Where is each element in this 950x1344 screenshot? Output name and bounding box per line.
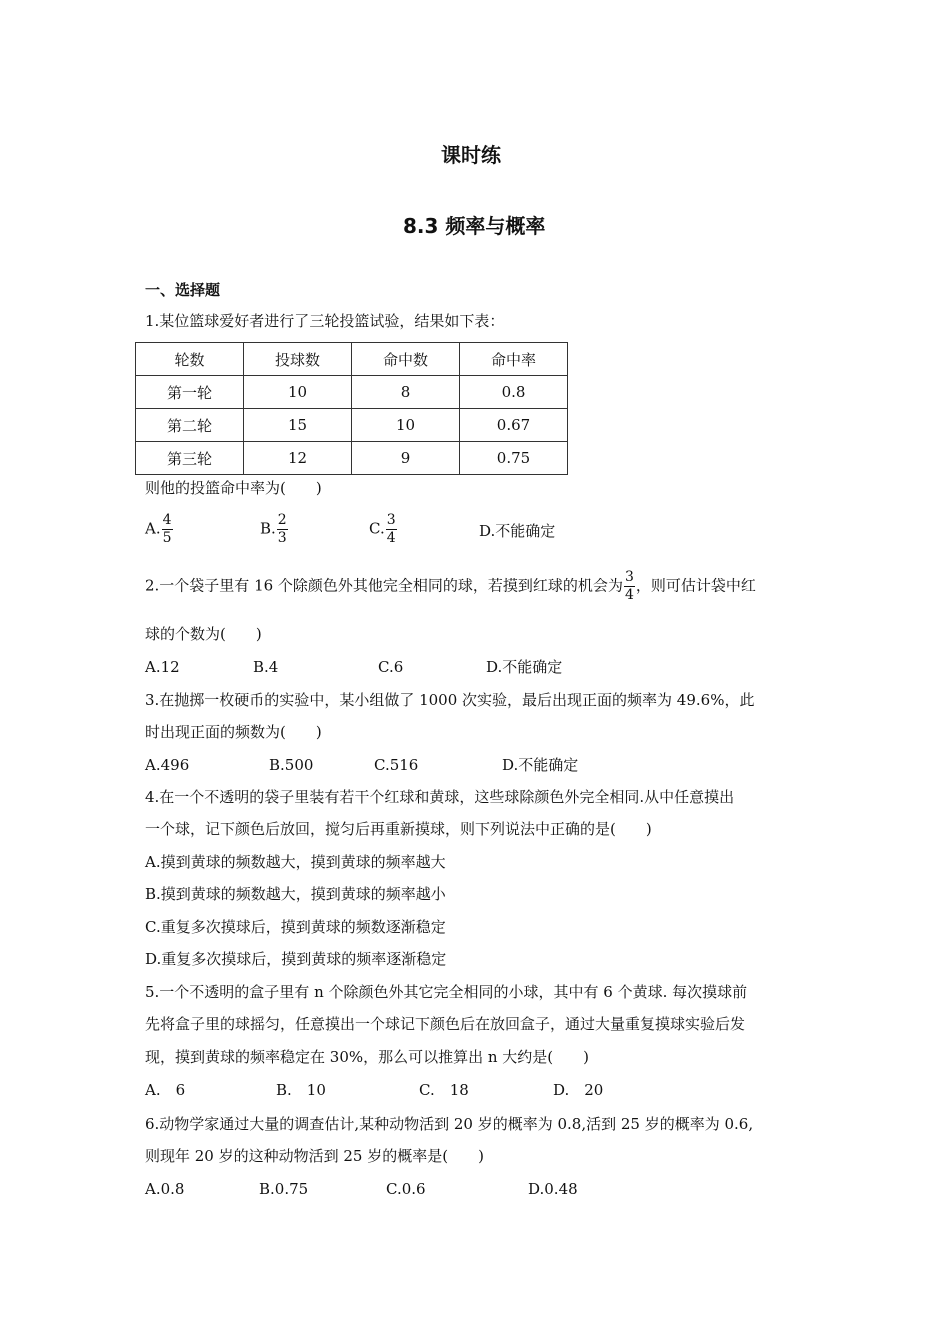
table-cell: 10: [352, 409, 460, 442]
q3-line2: 时出现正面的频数为( ): [145, 723, 322, 741]
table-cell: 15: [244, 409, 352, 442]
q6-option-b: B.0.75: [259, 1180, 309, 1198]
table-cell: 10: [244, 376, 352, 409]
table-cell: 第二轮: [136, 409, 244, 442]
page-title: 课时练: [441, 143, 501, 167]
fraction-numerator: 3: [624, 569, 634, 585]
fraction-denominator: 4: [624, 587, 634, 603]
fraction: [277, 512, 288, 547]
table-cell: 8: [352, 376, 460, 409]
table-header-cell: 投球数: [244, 343, 352, 376]
q1-option-b: [260, 512, 289, 547]
q1-option-a: [145, 512, 174, 547]
fraction: [162, 512, 173, 547]
table-header-row: [136, 343, 568, 376]
fraction-numerator: 4: [162, 512, 172, 528]
q2-option-d: D.不能确定: [486, 658, 563, 676]
q3-line1: 3.在抛掷一枚硬币的实验中，某小组做了 1000 次实验，最后出现正面的频率为 49.6%，此: [145, 691, 755, 709]
table-header-cell: 命中数: [352, 343, 460, 376]
q4-line2: 一个球，记下颜色后放回，搅匀后再重新摸球，则下列说法中正确的是( ): [145, 820, 652, 838]
fraction-numerator: 3: [386, 512, 396, 528]
q2-option-c: C.6: [378, 658, 404, 676]
table-cell: 第三轮: [136, 442, 244, 475]
table-cell: 12: [244, 442, 352, 475]
q5-option-d: D. 20: [553, 1081, 604, 1099]
table-row: [136, 442, 568, 475]
table-row: [136, 409, 568, 442]
lesson-subtitle: 8.3 频率与概率: [403, 214, 546, 238]
q4-option-c: C.重复多次摸球后，摸到黄球的频数逐渐稳定: [145, 918, 446, 936]
q1-stem: 1.某位篮球爱好者进行了三轮投篮试验，结果如下表：: [145, 312, 505, 330]
q3-option-c: C.516: [374, 756, 419, 774]
table-cell: 9: [352, 442, 460, 475]
q3-option-a: A.496: [145, 756, 190, 774]
q4-option-a: A.摸到黄球的频数越大，摸到黄球的频率越大: [145, 853, 446, 871]
fraction-denominator: 5: [162, 530, 172, 546]
q1-question: 则他的投篮命中率为( ): [145, 479, 322, 497]
table-cell: 0.75: [460, 442, 568, 475]
q5-line3: 现，摸到黄球的频率稳定在 30%，那么可以推算出 n 大约是( ): [145, 1048, 590, 1066]
q6-option-d: D.0.48: [528, 1180, 578, 1198]
option-label: A.: [145, 519, 161, 538]
q1-option-d: D.不能确定: [479, 522, 556, 540]
fraction-denominator: 3: [277, 530, 287, 546]
table-header-cell: 命中率: [460, 343, 568, 376]
table-header-cell: 轮数: [136, 343, 244, 376]
q1-option-c: [369, 512, 398, 547]
q2-option-a: A.12: [145, 658, 180, 676]
option-label: B.: [260, 519, 276, 538]
results-table: [135, 342, 568, 475]
table-cell: 0.67: [460, 409, 568, 442]
fraction-denominator: 4: [386, 530, 396, 546]
q5-line1: 5.一个不透明的盒子里有 n 个除颜色外其它完全相同的小球，其中有 6 个黄球. 每次摸球前: [145, 983, 748, 1001]
table-cell: 第一轮: [136, 376, 244, 409]
fraction: [386, 512, 397, 547]
option-label: C.: [369, 519, 385, 538]
table-row: [136, 376, 568, 409]
q6-option-a: A.0.8: [145, 1180, 185, 1198]
q5-option-c: C. 18: [419, 1081, 469, 1099]
q4-line1: 4.在一个不透明的袋子里装有若干个红球和黄球，这些球除颜色外完全相同.从中任意摸出: [145, 788, 735, 806]
q2-line2: 球的个数为( ): [145, 625, 262, 643]
q5-option-a: A. 6: [145, 1081, 186, 1099]
q6-line1: 6.动物学家通过大量的调查估计,某种动物活到 20 岁的概率为 0.8,活到 25 岁的概率为 0.6,: [145, 1115, 754, 1133]
q6-line2: 则现年 20 岁的这种动物活到 25 岁的概率是( ): [145, 1147, 484, 1165]
q2-line1: [145, 569, 756, 604]
q4-option-b: B.摸到黄球的频数越大，摸到黄球的频率越小: [145, 885, 446, 903]
q5-line2: 先将盒子里的球摇匀，任意摸出一个球记下颜色后在放回盒子，通过大量重复摸球实验后发: [145, 1015, 746, 1033]
section-heading: 一、选择题: [145, 281, 221, 299]
q2-text-after: ，则可估计袋中红: [635, 576, 756, 595]
q3-option-b: B.500: [269, 756, 314, 774]
q3-option-d: D.不能确定: [502, 756, 579, 774]
q4-option-d: D.重复多次摸球后，摸到黄球的频率逐渐稳定: [145, 950, 447, 968]
table-cell: 0.8: [460, 376, 568, 409]
q2-option-b: B.4: [253, 658, 279, 676]
fraction: [624, 569, 635, 604]
fraction-numerator: 2: [277, 512, 287, 528]
q5-option-b: B. 10: [276, 1081, 326, 1099]
q2-text-before: 2.一个袋子里有 16 个除颜色外其他完全相同的球，若摸到红球的机会为: [145, 576, 623, 595]
q6-option-c: C.0.6: [386, 1180, 426, 1198]
